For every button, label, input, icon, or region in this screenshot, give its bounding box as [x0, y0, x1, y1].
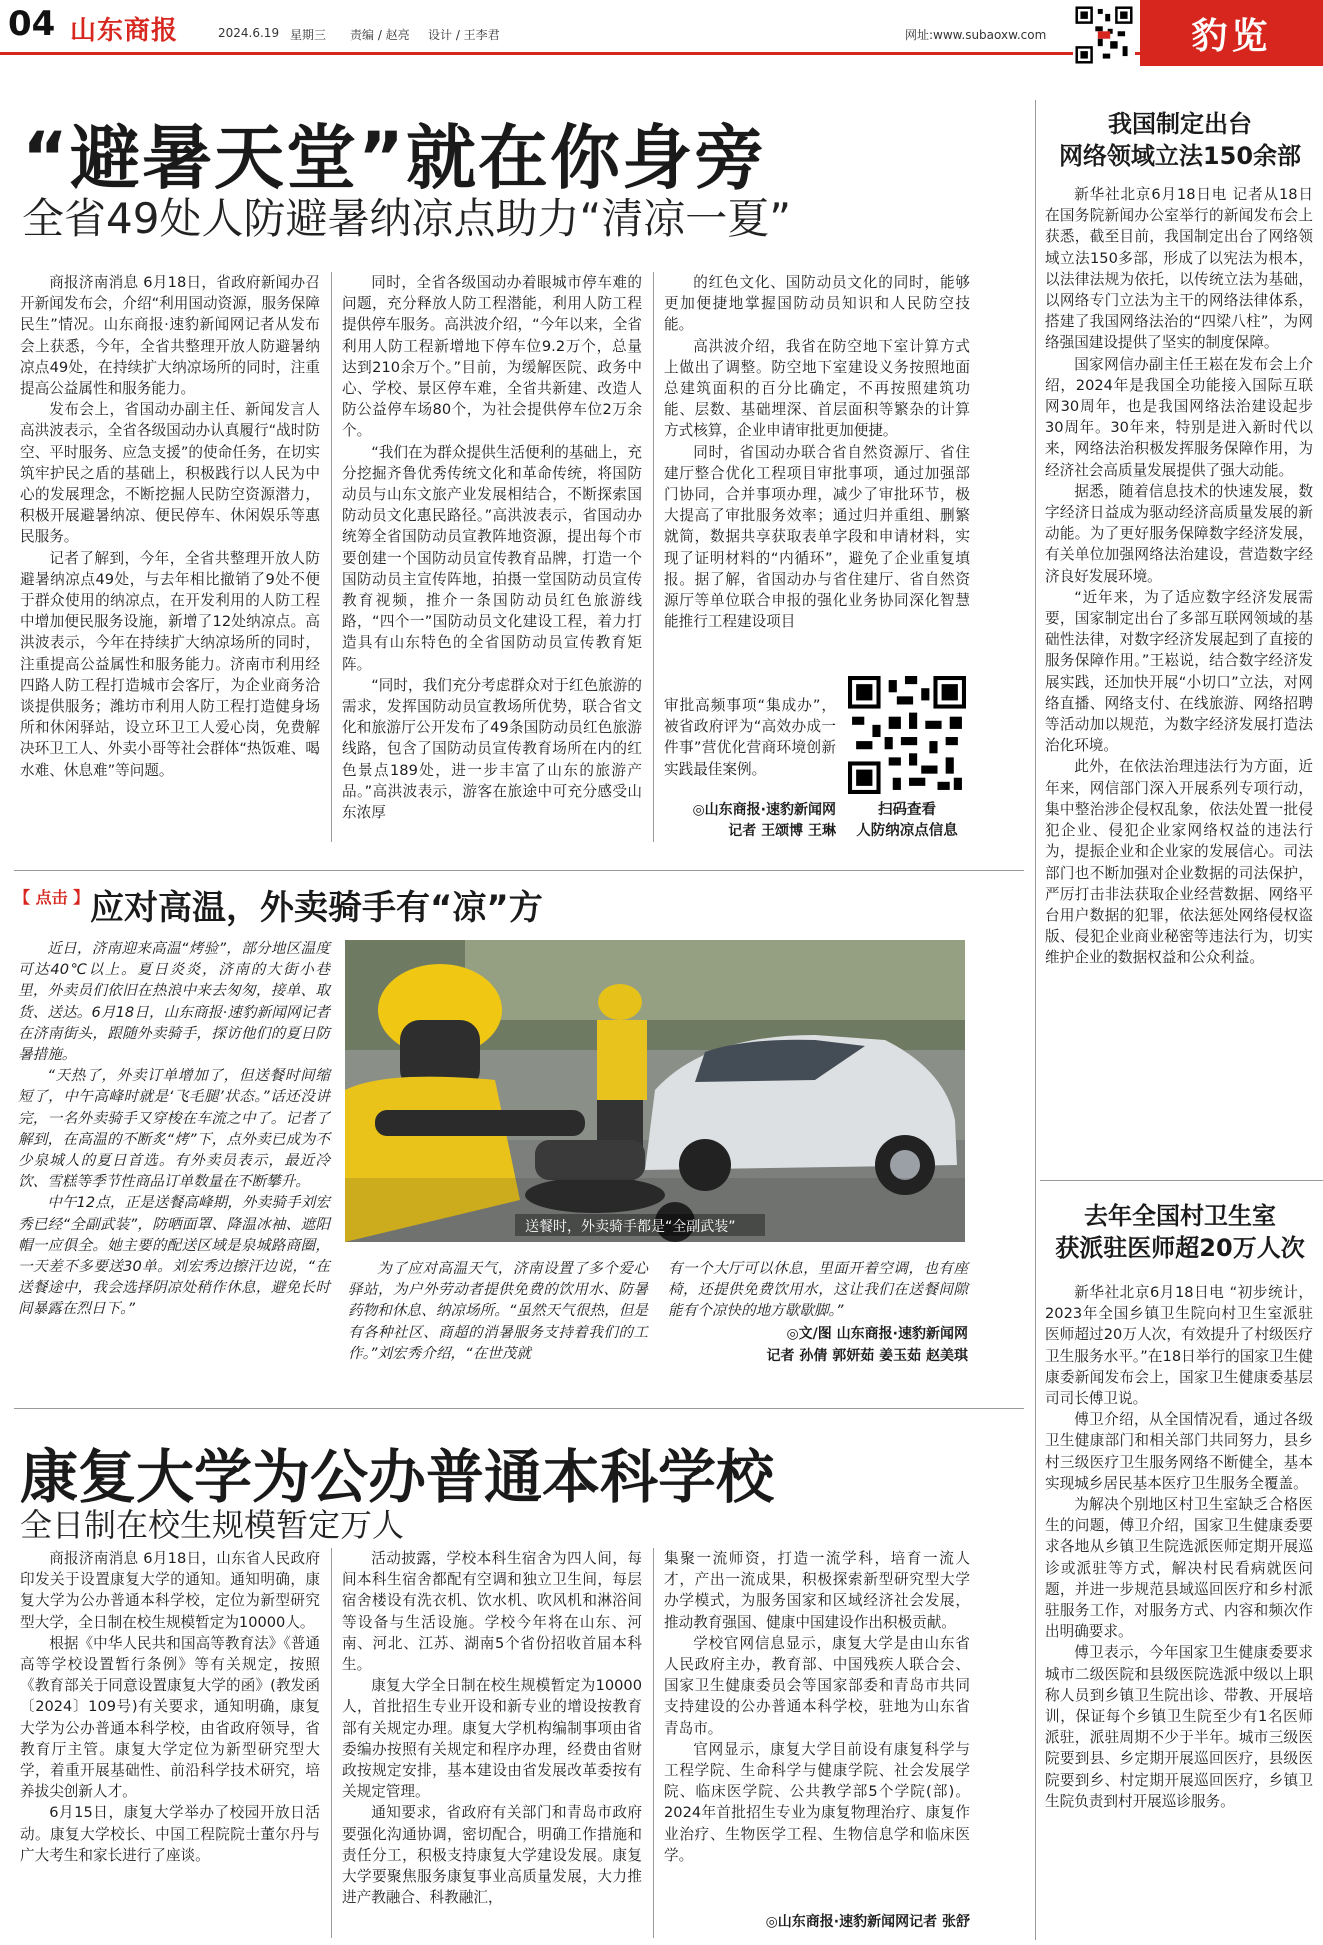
section-name: 豹览	[1191, 15, 1272, 57]
feature-credit-1: ◎文/图 山东商报·速豹新闻网	[786, 1326, 968, 1342]
side2-p3: 为解决个别地区村卫生室缺乏合格医生的问题，傅卫介绍，国家卫生健康委要求各地从乡镇卫生院选派医师定期开展巡诊或派驻等方式，解决村民看病就医问题，并进一步规范县域巡回医疗和乡村派驻服务工作，对服务方式、内容和频次作出明确要求。	[1045, 1496, 1313, 1641]
lead-qr-code-icon[interactable]	[848, 676, 966, 794]
bottom-story-rule	[14, 1408, 1024, 1409]
bottom-c1-p3: 6月15日，康复大学举办了校园开放日活动。康复大学校长、中国工程院院士董尔丹与广大考生和家长进行了座谈。	[20, 1804, 320, 1864]
lead-subheadline: 全省49处人防避暑纳凉点助力“清凉一夏”	[22, 194, 791, 243]
website[interactable]: 网址:www.subaoxw.com	[905, 28, 1047, 42]
column-divider	[653, 1548, 654, 1938]
issue-date: 2024.6.19	[218, 26, 280, 40]
bottom-column-2	[342, 1548, 642, 1908]
feature-bottom-p2: 有一个大厅可以休息，里面开着空调，也有座椅，还提供免费饮用水，这让我们在送餐间隙能有个凉快的地方歇歇脚。”	[668, 1260, 968, 1320]
lead-c1-p3: 记者了解到，今年，全省共整理开放人防避暑纳凉点49处，与去年相比撤销了9处不便于群众使用的纳凉点，在开发利用的人防工程中增加便民服务设施，新增了12处纳凉点。高洪波表示，今年在持续扩大纳凉场所的同时，注重提高公益属性和服务能力。济南市利用经四路人防工程打造城市会客厅，为企业商务洽谈提供服务；潍坊市利用人防工程打造健身场所和休闲驿站，设立环卫工人爱心岗，免费解决环卫工人、外卖小哥等社会群体“热饭难、喝水难、休息难”等问题。	[20, 549, 320, 779]
lead-column-3	[664, 272, 970, 632]
side1-headline-line1: 我国制定出台	[1108, 110, 1252, 138]
feature-bottom-p1: 为了应对高温天气，济南设置了多个爱心驿站，为户外劳动者提供免费的饮用水、防暑药物和休息、纳凉场所。“虽然天气很热，但是有各种社区、商超的消暑服务支持着我们的工作。”刘宏秀介绍，“在世茂就	[348, 1260, 648, 1362]
bottom-c2-p3: 通知要求，省政府有关部门和青岛市政府要强化沟通协调，密切配合，明确工作措施和责任分工，积极支持康复大学建设发展。康复大学要聚焦服务康复事业高质量发展，大力推进产教融合、科教融汇，	[342, 1804, 642, 1907]
side1-p5: 此外，在依法治理违法行为方面，近年来，网信部门深入开展系列专项行动，集中整治涉企侵权乱象，依法处置一批侵犯企业、侵犯企业家网络权益的违法行为，提振企业和企业家的发展信心。司法部门也不断加强对企业数据的司法保护，严厉打击非法获取企业经营数据、网络平台用户数据的犯罪，依法惩处网络侵权盗版、侵犯企业商业秘密等违法行为，切实维护企业的数据权益和公众利益。	[1045, 758, 1313, 967]
feature-left-column	[18, 938, 330, 1320]
page-header	[0, 0, 1323, 58]
feature-headline: 应对高温，外卖骑手有“凉”方	[90, 888, 543, 928]
side1-p1: 新华社北京6月18日电 记者从18日在国务院新闻办公室举行的新闻发布会上获悉，截至目前，我国制定出台了网络领域立法150多部，形成了以宪法为根本，以法律法规为依托，以传统立法为基础，以网络专门立法为主干的网络法律体系，搭建了我国网络法治的“四梁八柱”，为网络强国建设提供了坚实的制度保障。	[1045, 186, 1313, 352]
side2-body	[1045, 1282, 1313, 1812]
page-number: 04	[8, 4, 56, 44]
feature-p2: “天热了，外卖订单增加了，但送餐时间缩短了，中午高峰时就是‘飞毛腿’状态。”话还没讲完，一名外卖骑手又穿梭在车流之中了。记者了解到，在高温的不断炙“烤”下，点外卖已成为不少泉城人的夏日首选。有外卖员表示，最近冷饮、雪糕等季节性商品订单数量在不断攀升。	[18, 1067, 330, 1191]
lead-column-1	[20, 272, 320, 781]
column-divider	[331, 272, 332, 842]
delivery-rider-photo	[345, 940, 965, 1242]
side1-headline	[1040, 108, 1320, 172]
feature-bottom-column-1	[348, 1258, 648, 1364]
lead-c3-p1: 的红色文化、国防动员文化的同时，能够更加便捷地掌握国防动员知识和人民防空技能。	[664, 274, 970, 334]
bottom-c3-p2: 学校官网信息显示，康复大学是由山东省人民政府主办，教育部、中国残疾人联合会、国家卫生健康委员会等国家部委和青岛市共同支持建设的公办普通本科学校，驻地为山东省青岛市。	[664, 1634, 970, 1737]
issue-weekday: 星期三	[290, 28, 327, 42]
feature-bottom-column-2	[668, 1258, 968, 1322]
lead-c3-wrap: 审批高频事项“集成办”，被省政府评为“高效办成一件事”营优化营商环境创新实践最佳案例。	[664, 697, 836, 778]
bottom-column-3	[664, 1548, 970, 1866]
side2-headline	[1040, 1200, 1320, 1264]
feature-p1: 近日，济南迎来高温“烤验”，部分地区温度可达40℃以上。夏日炎炎，济南的大街小巷里，外卖员们依旧在热浪中来去匆匆，接单、取货、送达。6月18日，山东商报·速豹新闻网记者在济南街头，跟随外卖骑手，探访他们的夏日防暑措施。	[18, 940, 330, 1064]
side2-headline-line2: 获派驻医师超20万人次	[1055, 1234, 1305, 1262]
lead-c2-p2: “我们在为群众提供生活便利的基础上，充分挖掘齐鲁优秀传统文化和革命传统，将国防动员与山东文旅产业发展相结合，不断探索国防动员文化惠民路径。”高洪波表示，省国动办统筹全省国防动员宣教阵地资源，提出每个市要创建一个国防动员宣传教育品牌，打造一个国防动员主宣传阵地，拍摄一堂国防动员宣传教育视频，推介一条国防动员红色旅游线路，“四个一”国防动员文化建设工程，着力打造具有山东特色的全省国防动员宣传教育矩阵。	[342, 443, 642, 673]
side2-p2: 傅卫介绍，从全国情况看，通过各级卫生健康部门和相关部门共同努力，县乡村三级医疗卫生服务网络不断健全，基本实现城乡居民基本医疗卫生服务全覆盖。	[1045, 1411, 1313, 1492]
photo-caption: 送餐时，外卖骑手都是“全副武装”	[525, 1219, 736, 1235]
side1-p3: 据悉，随着信息技术的快速发展，数字经济日益成为驱动经济高质量发展的新动能。为了更好服务保障数字经济发展，有关单位加强网络法治建设，营造数字经济良好发展环境。	[1045, 482, 1313, 585]
side1-p4: “近年来，为了适应数字经济发展需要，国家制定出台了多部互联网领域的基础性法律，对数字经济发展起到了直接的服务保障作用。”王崧说，结合数字经济发展实践，还加快开展“小切口”立法，对网络直播、网络支付、在线旅游、网络招聘等活动加以规范，为数字经济发展打造法治化环境。	[1045, 588, 1313, 755]
lead-c3-p3: 同时，省国动办联合省自然资源厅、省住建厅整合优化工程项目审批事项，通过加强部门协同，合并事项办理，减少了审批环节，极大提高了审批服务效率；通过归并重组、删繁就简，数据共享获取表单字段和申请材料，实现了证明材料的“内循环”，避免了企业重复填报。据了解，省国动办与省住建厅、省自然资源厅等单位联合申报的强化业务协同深化智慧能推行工程建设项目	[664, 443, 970, 631]
bottom-column-1	[20, 1548, 320, 1866]
lead-c1-p2: 发布会上，省国动办副主任、新闻发言人高洪波表示，全省各级国动办认真履行“战时防空、平时服务、应急支援”的使命任务，在切实筑牢护民之盾的基础上，积极践行以人民为中心的发展理念，不断挖掘人民防空资源潜力，积极开展避暑纳凉、便民停车、休闲娱乐等惠民服务。	[20, 401, 320, 546]
bottom-c3-p3: 官网显示，康复大学目前设有康复科学与工程学院、生命科学与健康学院、社会发展学院、临床医学院、公共教学部5个学院(部)。2024年首批招生专业为康复物理治疗、康复作业治疗、生物医学工程、生物信息学和临床医学。	[664, 1740, 970, 1864]
bottom-c1-p1: 商报济南消息 6月18日，山东省人民政府印发关于设置康复大学的通知。通知明确，康复大学为公办普通本科学校，定位为新型研究型大学，全日制在校生规模暂定为10000人。	[20, 1550, 320, 1631]
lead-c2-p3: “同时，我们充分考虑群众对于红色旅游的需求，发挥国防动员宣教场所优势，联合省文化和旅游厅公开发布了49条国防动员红色旅游线路，包含了国防动员宣传教育场所在内的红色景点189处，进一步丰富了山东的旅游产品。”高洪波表示，游客在旅途中可充分感受山东浓厚	[342, 676, 642, 822]
feature-tag: 【 点击 】	[14, 888, 90, 907]
lead-c3-p2: 高洪波介绍，我省在防空地下室计算方式上做出了调整。防空地下室建设义务按照地面总建筑面积的百分比确定，不再按照建筑功能、层数、基础埋深、首层面积等繁杂的计算方式核算，企业申请审批更加便捷。	[664, 337, 970, 440]
side2-headline-line1: 去年全国村卫生室	[1084, 1202, 1276, 1230]
bottom-c3-p1: 集聚一流师资，打造一流学科，培育一流人才，产出一流成果，积极探索新型研究型大学办学模式，为服务国家和区域经济社会发展，推动教育强国、健康中国建设作出积极贡献。	[664, 1550, 970, 1631]
side2-p4: 傅卫表示，今年国家卫生健康委要求城市二级医院和县级医院选派中级以上职称人员到乡镇卫生院出诊、带教、开展培训，保证每个乡镇卫生院至少有1名医师派驻，派驻周期不少于半年。城市三级医院要到县、乡定期开展巡回医疗，县级医院要到乡、村定期开展巡回医疗，乡镇卫生院负责到村开展巡诊服务。	[1045, 1644, 1313, 1810]
qr-caption	[842, 800, 972, 842]
side1-headline-line2: 网络领域立法150余部	[1058, 142, 1302, 170]
column-divider	[331, 1548, 332, 1938]
lead-c1-p1: 商报济南消息 6月18日，省政府新闻办召开新闻发布会，介绍“利用国动资源，服务保障民生”情况。山东商报·速豹新闻网记者从发布会上获悉，今年，全省共整理开放人防避暑纳凉点49处，在持续扩大纳凉场所的同时，注重提高公益属性和服务能力。	[20, 274, 320, 398]
paper-name: 山东商报	[70, 16, 179, 46]
lead-c2-p1: 同时，全省各级国动办着眼城市停车难的问题，充分释放人防工程潜能，利用人防工程提供停车服务。高洪波介绍，“今年以来，全省利用人防工程新增地下停车位9.2万个，总量达到210余万个。”目前，为缓解医院、政务中心、学校、景区停车难，全省共新建、改造人防公益停车场80个，为社会提供停车位2万余个。	[342, 274, 642, 440]
side1-body	[1045, 184, 1313, 969]
side2-p1: 新华社北京6月18日电 “初步统计，2023年全国乡镇卫生院向村卫生室派驻医师超过20万人次，有效提升了村级医疗卫生服务水平。”在18日举行的国家卫生健康委新闻发布会上，国家卫生健康委基层司司长傅卫说。	[1045, 1284, 1313, 1408]
bottom-c1-p2: 根据《中华人民共和国高等教育法》《普通高等学校设置暂行条例》等有关规定，按照《教育部关于同意设置康复大学的函》(教发函〔2024〕109号)有关要求，通知明确，康复大学为公办普通本科学校，由省政府领导，省教育厅主管。康复大学定位为新型研究型大学，着重开展基础性、前沿科学技术研究，培养拔尖创新人才。	[20, 1634, 320, 1801]
sidebar-rule	[1040, 1180, 1323, 1181]
lead-credit-2: 记者 王颂博 王琳	[728, 823, 836, 839]
bottom-credit: ◎山东商报·速豹新闻网记者 张舒	[765, 1914, 970, 1930]
header-qr-code-icon[interactable]	[1073, 4, 1135, 66]
column-divider	[653, 272, 654, 842]
section-banner	[1140, 0, 1323, 66]
feature-rule	[14, 870, 1024, 871]
bottom-c2-p2: 康复大学全日制在校生规模暂定为10000人，首批招生专业开设和新专业的增设按教育部有关规定办理。康复大学机构编制事项由省委编办按照有关规定和程序办理，经费由省财政按规定安排，基本建设由省发展改革委按有关规定管理。	[342, 1677, 642, 1801]
lead-column-2	[342, 272, 642, 823]
qr-caption-line2: 人防纳凉点信息	[856, 823, 958, 839]
sidebar-divider	[1035, 100, 1036, 1940]
qr-caption-line1: 扫码查看	[878, 802, 936, 818]
bottom-c2-p1: 活动披露，学校本科生宿舍为四人间，每间本科生宿舍都配有空调和独立卫生间，每层宿舍楼设有洗衣机、饮水机、吹风机和淋浴间等设备与生活设施。学校今年将在山东、河南、河北、江苏、湖南5个省份招收首届本科生。	[342, 1550, 642, 1674]
feature-p3: 中午12点，正是送餐高峰期，外卖骑手刘宏秀已经“全副武装”，防晒面罩、降温冰袖、遮阳帽一应俱全。她主要的配送区域是泉城路商圈，一天差不多要送30单。刘宏秀边擦汗边说，“在送餐途中，我会选择阴凉处稍作休息，避免长时间暴露在烈日下。”	[18, 1194, 330, 1318]
lead-column-3-wrap	[664, 695, 836, 780]
bottom-subheadline: 全日制在校生规模暂定万人	[20, 1506, 405, 1544]
bottom-headline: 康复大学为公办普通本科学校	[20, 1443, 775, 1511]
side1-p2: 国家网信办副主任王崧在发布会上介绍，2024年是我国全功能接入国际互联网30周年，也是我国网络法治建设起步30周年。30年来，特别是进入新时代以来，网络法治积极发挥服务保障作用，为经济社会高质量发展提供了强大动能。	[1045, 355, 1313, 479]
lead-headline: “避暑天堂”就在你身旁	[22, 117, 767, 199]
feature-credit-2: 记者 孙倩 郭妍茹 姜玉茹 赵美琪	[766, 1348, 968, 1364]
designer-credit: 设计 / 王李君	[428, 28, 500, 42]
lead-credit-1: ◎山东商报·速豹新闻网	[692, 802, 836, 818]
editor-credit: 责编 / 赵亮	[350, 28, 410, 42]
